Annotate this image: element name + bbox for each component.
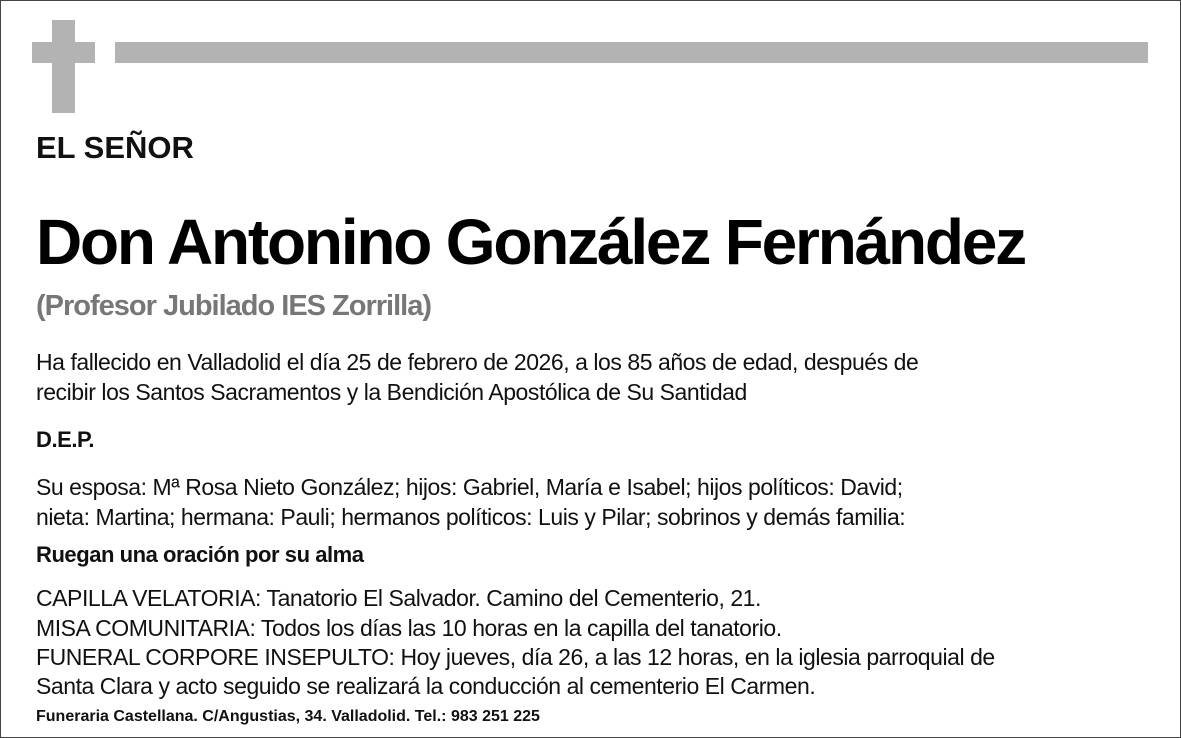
- service-line: MISA COMUNITARIA: Todos los días las 10 horas en la capilla del tanatorio.: [36, 615, 782, 641]
- announcement-line: Ha fallecido en Valladolid el día 25 de febrero de 2026, a los 85 años de edad, después de: [36, 349, 919, 375]
- service-line: FUNERAL CORPORE INSEPULTO: Hoy jueves, día 26, a las 12 horas, en la iglesia parroquial de: [36, 644, 995, 670]
- family-line: Su esposa: Mª Rosa Nieto González; hijos: Gabriel, María e Isabel; hijos políticos: David;: [36, 474, 903, 500]
- service-line: Santa Clara y acto seguido se realizará la conducción al cementerio El Carmen.: [36, 673, 816, 699]
- heading: EL SEÑOR: [36, 130, 194, 165]
- deceased-name: Don Antonino González Fernández: [36, 206, 1025, 278]
- funeral-home-footer: Funeraria Castellana. C/Angustias, 34. Valladolid. Tel.: 983 251 225: [36, 708, 540, 725]
- family-line: nieta: Martina; hermana: Pauli; hermanos políticos: Luis y Pilar; sobrinos y demás familia:: [36, 504, 906, 530]
- prayer: Ruegan una oración por su alma: [36, 542, 364, 567]
- service-line: CAPILLA VELATORIA: Tanatorio El Salvador. Camino del Cementerio, 21.: [36, 585, 761, 611]
- subtitle: (Profesor Jubilado IES Zorrilla): [36, 290, 432, 322]
- header-rule: [115, 42, 1148, 63]
- announcement-line: recibir los Santos Sacramentos y la Bendición Apostólica de Su Santidad: [36, 379, 747, 405]
- dep: D.E.P.: [36, 427, 95, 452]
